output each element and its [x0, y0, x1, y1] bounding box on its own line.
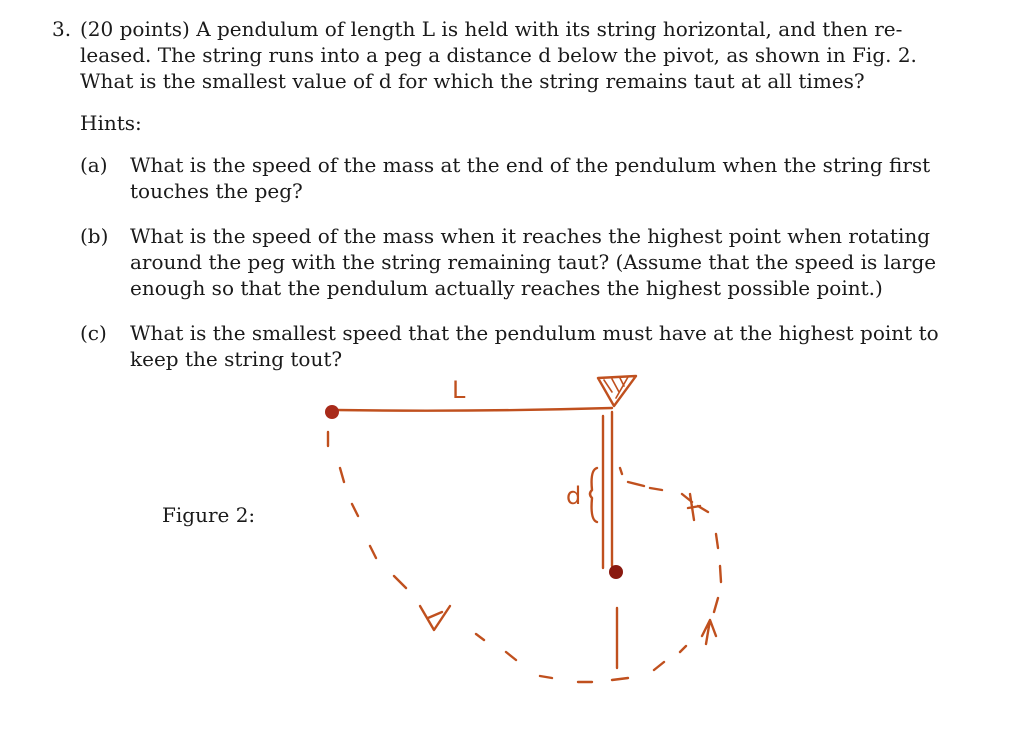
horizontal-string — [336, 408, 612, 411]
arc-dashes-top — [620, 468, 662, 490]
vertical-string-to-peg — [603, 412, 612, 568]
problem-number: 3. — [52, 17, 72, 41]
problem-text: (20 points) A pendulum of length L is held with its string horizontal, and then re- leased. The string runs into a peg a distance d below the pivot, as shown in Fig. 2. What is the smallest value of d for which the string remains taut at all times? — [80, 17, 917, 93]
hint-c — [80, 320, 940, 372]
hint-label: (b) — [80, 224, 109, 248]
arrow-down-left-icon — [420, 606, 450, 630]
pendulum-mass-icon — [325, 405, 339, 419]
hint-text: What is the speed of the mass when it reaches the highest point when rotating around the peg with the string remaining taut? (Assume that the speed is large enough so that the pendulum actually reaches the highest possible point.) — [130, 224, 937, 300]
hint-label: (c) — [80, 321, 107, 345]
arrow-up-right-icon — [682, 494, 708, 520]
peg-distance-label: d — [566, 482, 582, 510]
hint-text: What is the smallest speed that the pendulum must have at the highest point to keep the string tout? — [130, 321, 939, 371]
hint-a — [80, 152, 940, 204]
hints-heading: Hints: — [80, 111, 142, 135]
hint-b — [80, 223, 940, 301]
problem-statement — [52, 16, 952, 94]
figure-caption: Figure 2: — [162, 503, 256, 527]
hint-label: (a) — [80, 153, 108, 177]
pivot-support-icon — [598, 376, 636, 406]
length-label: L — [452, 376, 466, 404]
peg-icon — [609, 565, 623, 579]
pivot-hatch — [604, 377, 628, 398]
hint-text: What is the speed of the mass at the end of the pendulum when the string first touches the peg? — [130, 153, 931, 203]
arc-dashes-bottom — [476, 634, 686, 682]
arc-dashes-right — [714, 534, 721, 612]
arc-dashes-left — [328, 432, 406, 588]
arrow-lower-right-icon — [702, 620, 716, 644]
d-bracket — [590, 468, 597, 522]
